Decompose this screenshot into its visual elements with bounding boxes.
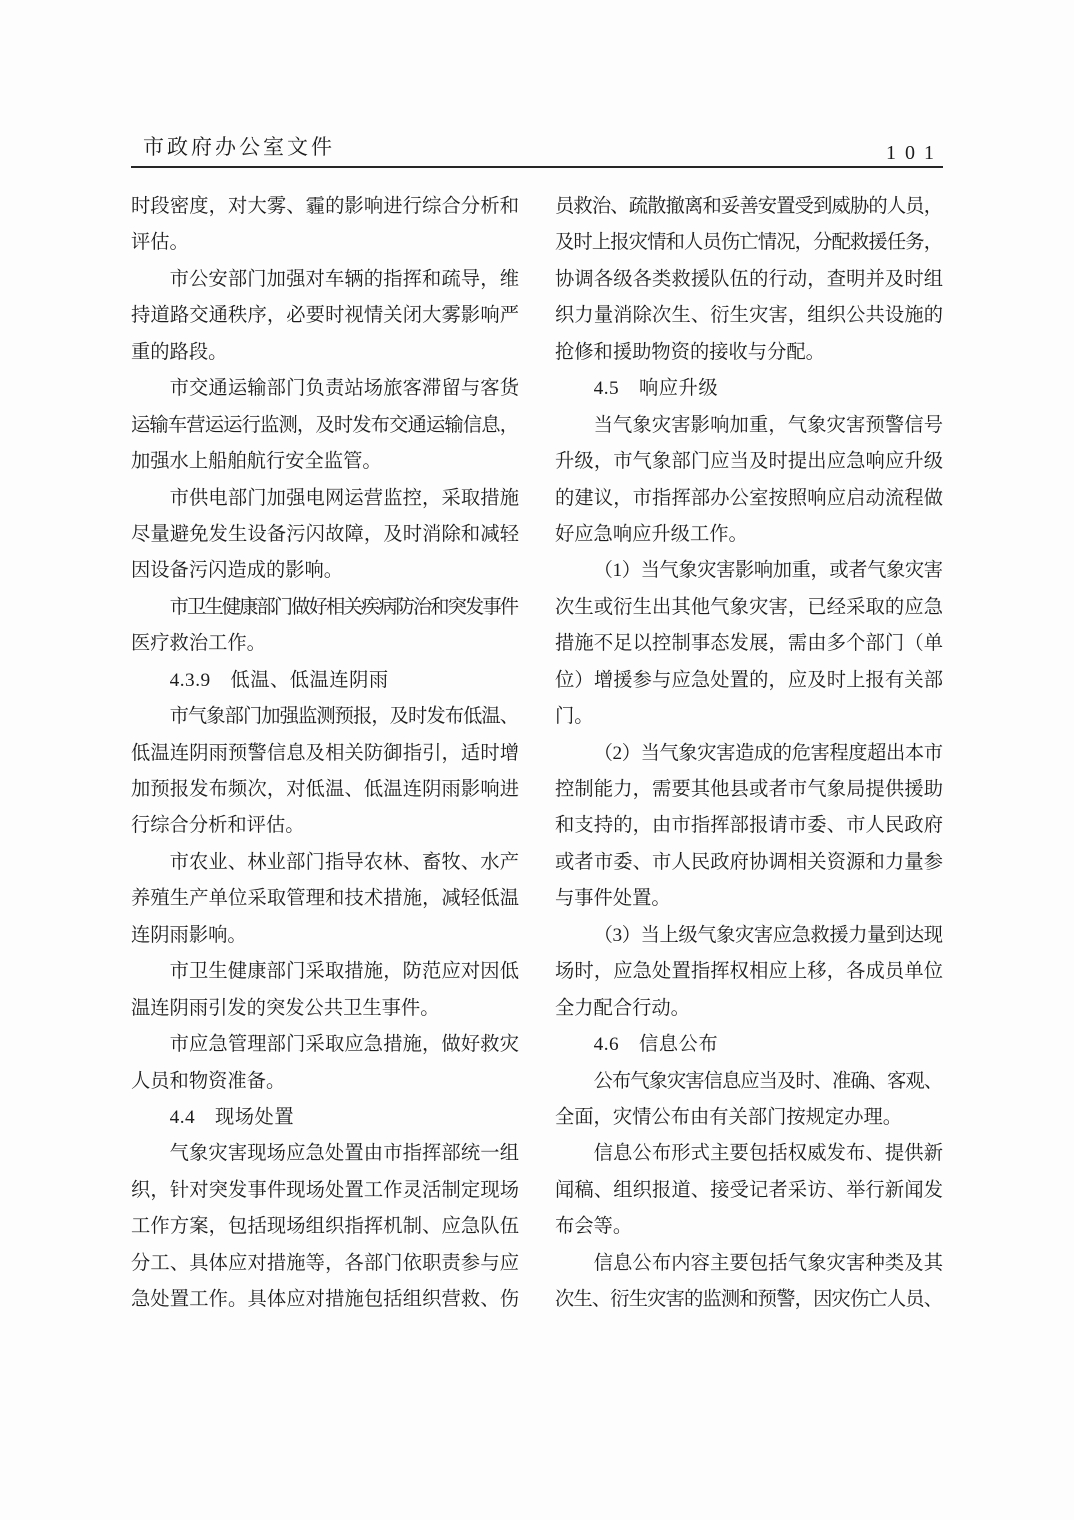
text-line: 次生或衍生出其他气象灾害，已经采取的应急 xyxy=(555,596,944,618)
text-line: 措施不足以控制事态发展，需由多个部门（单 xyxy=(555,633,944,655)
text-line: 尽量避免发生设备污闪故障，及时消除和减轻 xyxy=(131,523,520,545)
text-line: 或者市委、市人民政府协调相关资源和力量参 xyxy=(555,851,944,873)
text-line: 市应急管理部门采取应急措施，做好救灾 xyxy=(169,1034,520,1056)
text-line: 织，针对突发事件现场处置工作灵活制定现场 xyxy=(131,1179,520,1201)
text-line: 温连阴雨引发的突发公共卫生事件。 xyxy=(131,997,440,1019)
text-line: 加预报发布频次，对低温、低温连阴雨影响进 xyxy=(131,779,520,800)
text-line: 及时上报灾情和人员伤亡情况，分配救援任务， xyxy=(555,232,943,254)
section-heading: 4.5 响应升级 xyxy=(593,378,719,400)
text-column-left xyxy=(131,189,519,1319)
text-line: 急处置工作。具体应对措施包括组织营救、伤 xyxy=(131,1289,520,1311)
text-line: 全面，灾情公布由有关部门按规定办理。 xyxy=(555,1106,903,1128)
text-line: 人员和物资准备。 xyxy=(131,1070,286,1092)
text-line: 升级，市气象部门应当及时提出应急响应升级 xyxy=(555,451,944,473)
text-line: 闻稿、组织报道、接受记者采访、举行新闻发 xyxy=(555,1179,944,1201)
text-line: 协调各级各类救援队伍的行动，查明并及时组 xyxy=(555,268,944,290)
text-line: 工作方案，包括现场组织指挥机制、应急队伍 xyxy=(131,1216,520,1238)
text-line: 市交通运输部门负责站场旅客滞留与客货 xyxy=(169,378,520,400)
text-line: 市供电部门加强电网运营监控，采取措施 xyxy=(169,487,520,509)
section-heading: 4.4 现场处置 xyxy=(169,1106,295,1128)
text-line: 布会等。 xyxy=(555,1216,633,1238)
text-line: 信息公布内容主要包括气象灾害种类及其 xyxy=(593,1252,944,1274)
text-line: 评估。 xyxy=(131,232,189,254)
text-line: 气象灾害现场应急处置由市指挥部统一组 xyxy=(169,1143,520,1165)
text-line: 因设备污闪造成的影响。 xyxy=(131,560,344,582)
text-line: 控制能力，需要其他县或者市气象局提供援助 xyxy=(555,779,944,800)
text-line: 医疗救治工作。 xyxy=(131,633,266,655)
text-line: 当气象灾害影响加重，气象灾害预警信号 xyxy=(593,414,944,436)
text-line: 市公安部门加强对车辆的指挥和疏导，维 xyxy=(169,268,520,290)
text-line: 行综合分析和评估。 xyxy=(131,815,305,837)
text-line: 全力配合行动。 xyxy=(555,997,690,1019)
text-line: 织力量消除次生、衍生灾害，组织公共设施的 xyxy=(555,305,944,327)
text-line: 门。 xyxy=(555,706,594,728)
text-line: 持道路交通秩序，必要时视情关闭大雾影响严 xyxy=(131,305,520,327)
text-column-right xyxy=(555,189,943,1319)
header-rule xyxy=(131,166,943,168)
text-line: 场时，应急处置指挥权相应上移，各成员单位 xyxy=(555,961,944,983)
text-line: 市气象部门加强监测预报，及时发布低温、 xyxy=(169,706,519,728)
text-line: 低温连阴雨预警信息及相关防御指引，适时增 xyxy=(131,742,520,764)
text-line: 分工、具体应对措施等，各部门依职责参与应 xyxy=(131,1252,520,1274)
text-line: 和支持的，由市指挥部报请市委、市人民政府 xyxy=(555,815,944,837)
section-heading: 4.3.9 低温、低温连阴雨 xyxy=(169,669,389,691)
text-line: 市卫生健康部门做好相关疾病防治和突发事件 xyxy=(169,596,518,618)
text-line: （3）当上级气象灾害应急救援力量到达现 xyxy=(593,924,943,946)
text-line: 加强水上船舶航行安全监管。 xyxy=(131,451,382,473)
text-line: 养殖生产单位采取管理和技术措施，减轻低温 xyxy=(131,888,520,910)
text-line: （2）当气象灾害造成的危害程度超出本市 xyxy=(593,742,943,764)
text-line: 市农业、林业部门指导农林、畜牧、水产 xyxy=(169,851,520,873)
text-line: 重的路段。 xyxy=(131,341,228,363)
page-number: 101 xyxy=(886,142,943,164)
text-line: 时段密度，对大雾、霾的影响进行综合分析和 xyxy=(131,196,520,217)
text-line: （1）当气象灾害影响加重，或者气象灾害 xyxy=(593,560,943,582)
text-line: 位）增援参与应急处置的，应及时上报有关部 xyxy=(555,669,944,691)
text-line: 公布气象灾害信息应当及时、准确、客观、 xyxy=(593,1070,943,1092)
text-line: 运输车营运运行监测，及时发布交通运输信息， xyxy=(131,414,519,436)
text-line: 次生、衍生灾害的监测和预警，因灾伤亡人员、 xyxy=(555,1289,943,1311)
section-heading: 4.6 信息公布 xyxy=(593,1034,719,1056)
text-line: 的建议，市指挥部办公室按照响应启动流程做 xyxy=(555,487,944,509)
text-line: 员救治、疏散撤离和妥善安置受到威胁的人员， xyxy=(555,196,943,217)
text-line: 与事件处置。 xyxy=(555,888,671,910)
text-line: 信息公布形式主要包括权威发布、提供新 xyxy=(593,1143,944,1165)
text-line: 好应急响应升级工作。 xyxy=(555,523,748,545)
text-line: 市卫生健康部门采取措施，防范应对因低 xyxy=(169,961,520,983)
page-header xyxy=(131,0,943,166)
text-line: 连阴雨影响。 xyxy=(131,924,247,946)
text-line: 抢修和援助物资的接收与分配。 xyxy=(555,341,825,363)
header-doc-label: 市政府办公室文件 xyxy=(143,135,335,159)
page-body xyxy=(131,189,943,1319)
